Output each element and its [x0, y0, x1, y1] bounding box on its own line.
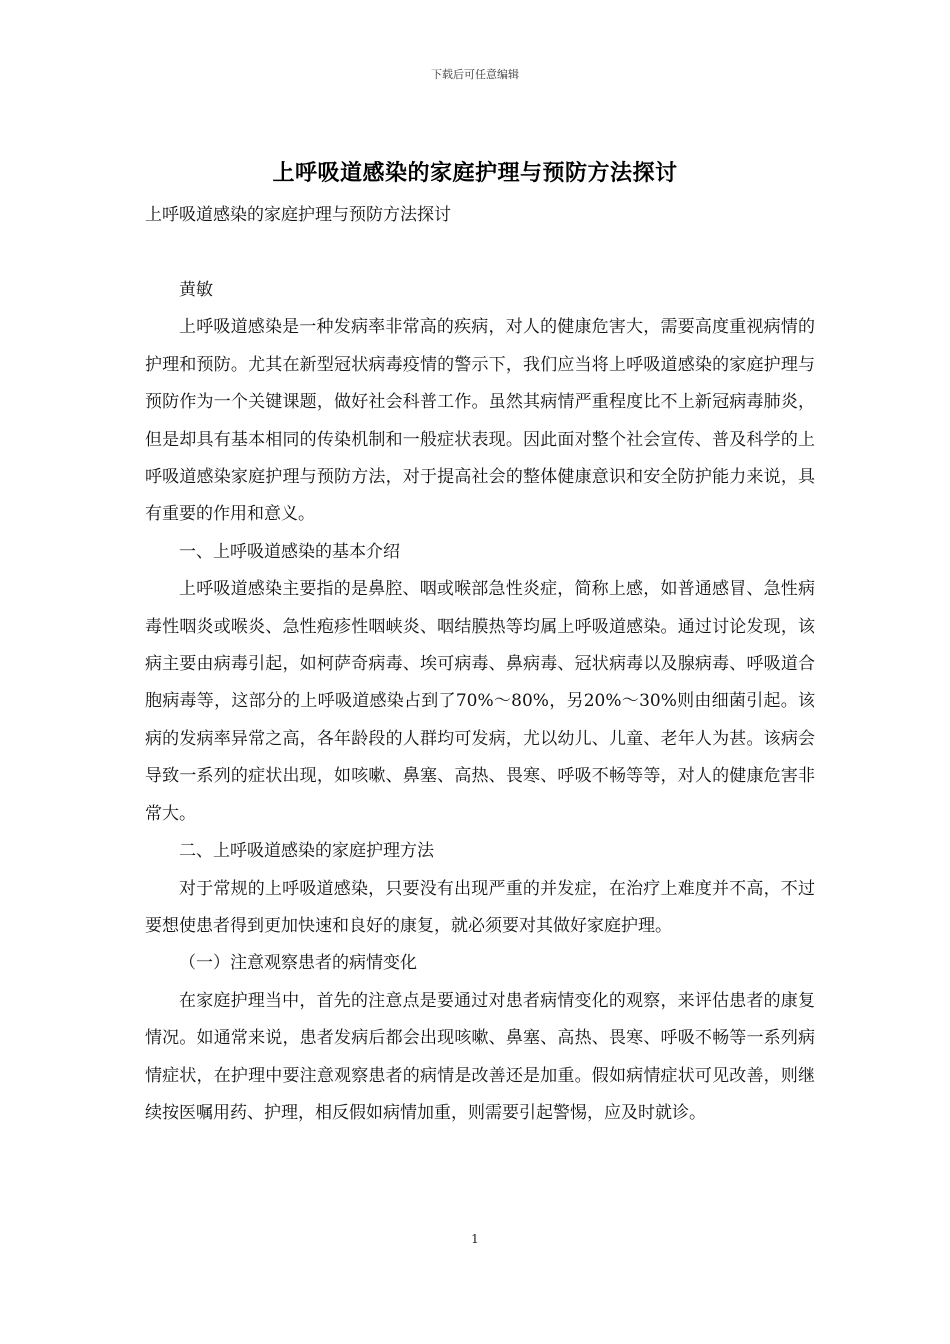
- document-body: [145, 272, 815, 1132]
- body-paragraph: 在家庭护理当中，首先的注意点是要通过对患者病情变化的观察，来评估患者的康复情况。如通常来说，患者发病后都会出现咳嗽、鼻塞、高热、畏寒、呼吸不畅等一系列病情症状，在护理中要注意观察患者的病情是改善还是加重。假如病情症状可见改善，则继续按医嘱用药、护理，相反假如病情加重，则需要引起警惕，应及时就诊。: [145, 990, 815, 1123]
- body-paragraph: 上呼吸道感染主要指的是鼻腔、咽或喉部急性炎症，简称上感，如普通感冒、急性病毒性咽炎或喉炎、急性疱疹性咽峡炎、咽结膜热等均属上呼吸道感染。通过讨论发现，该病主要由病毒引起，如柯萨奇病毒、埃可病毒、鼻病毒、冠状病毒以及腺病毒、呼吸道合胞病毒等，这部分的上呼吸道感染占到了70%～80%，另20%～30%则由细菌引起。该病的发病率异常之高，各年龄段的人群均可发病，尤以幼儿、儿童、老年人为甚。该病会导致一系列的症状出现，如咳嗽、鼻塞、高热、畏寒、呼吸不畅等等，对人的健康危害非常大。: [145, 579, 815, 824]
- document-title: 上呼吸道感染的家庭护理与预防方法探讨: [272, 160, 678, 186]
- body-paragraph: 对于常规的上呼吸道感染，只要没有出现严重的并发症，在治疗上难度并不高，不过要想使患者得到更加快速和良好的康复，就必须要对其做好家庭护理。: [145, 878, 815, 936]
- section-heading-1: 一、上呼吸道感染的基本介绍: [179, 541, 400, 562]
- page-header: 下载后可任意编辑: [431, 68, 519, 81]
- subsection-heading: （一）注意观察患者的病情变化: [179, 953, 417, 974]
- document-subtitle: 上呼吸道感染的家庭护理与预防方法探讨: [145, 205, 451, 225]
- section-heading-2: 二、上呼吸道感染的家庭护理方法: [179, 841, 434, 862]
- page-number: 1: [471, 1232, 479, 1246]
- author-name: 黄敏: [179, 280, 213, 300]
- intro-paragraph: 上呼吸道感染是一种发病率非常高的疾病，对人的健康危害大，需要高度重视病情的护理和预防。尤其在新型冠状病毒疫情的警示下，我们应当将上呼吸道感染的家庭护理与预防作为一个关键课题，做好社会科普工作。虽然其病情严重程度比不上新冠病毒肺炎，但是却具有基本相同的传染机制和一般症状表现。因此面对整个社会宣传、普及科学的上呼吸道感染家庭护理与预防方法，对于提高社会的整体健康意识和安全防护能力来说，具有重要的作用和意义。: [145, 317, 815, 525]
